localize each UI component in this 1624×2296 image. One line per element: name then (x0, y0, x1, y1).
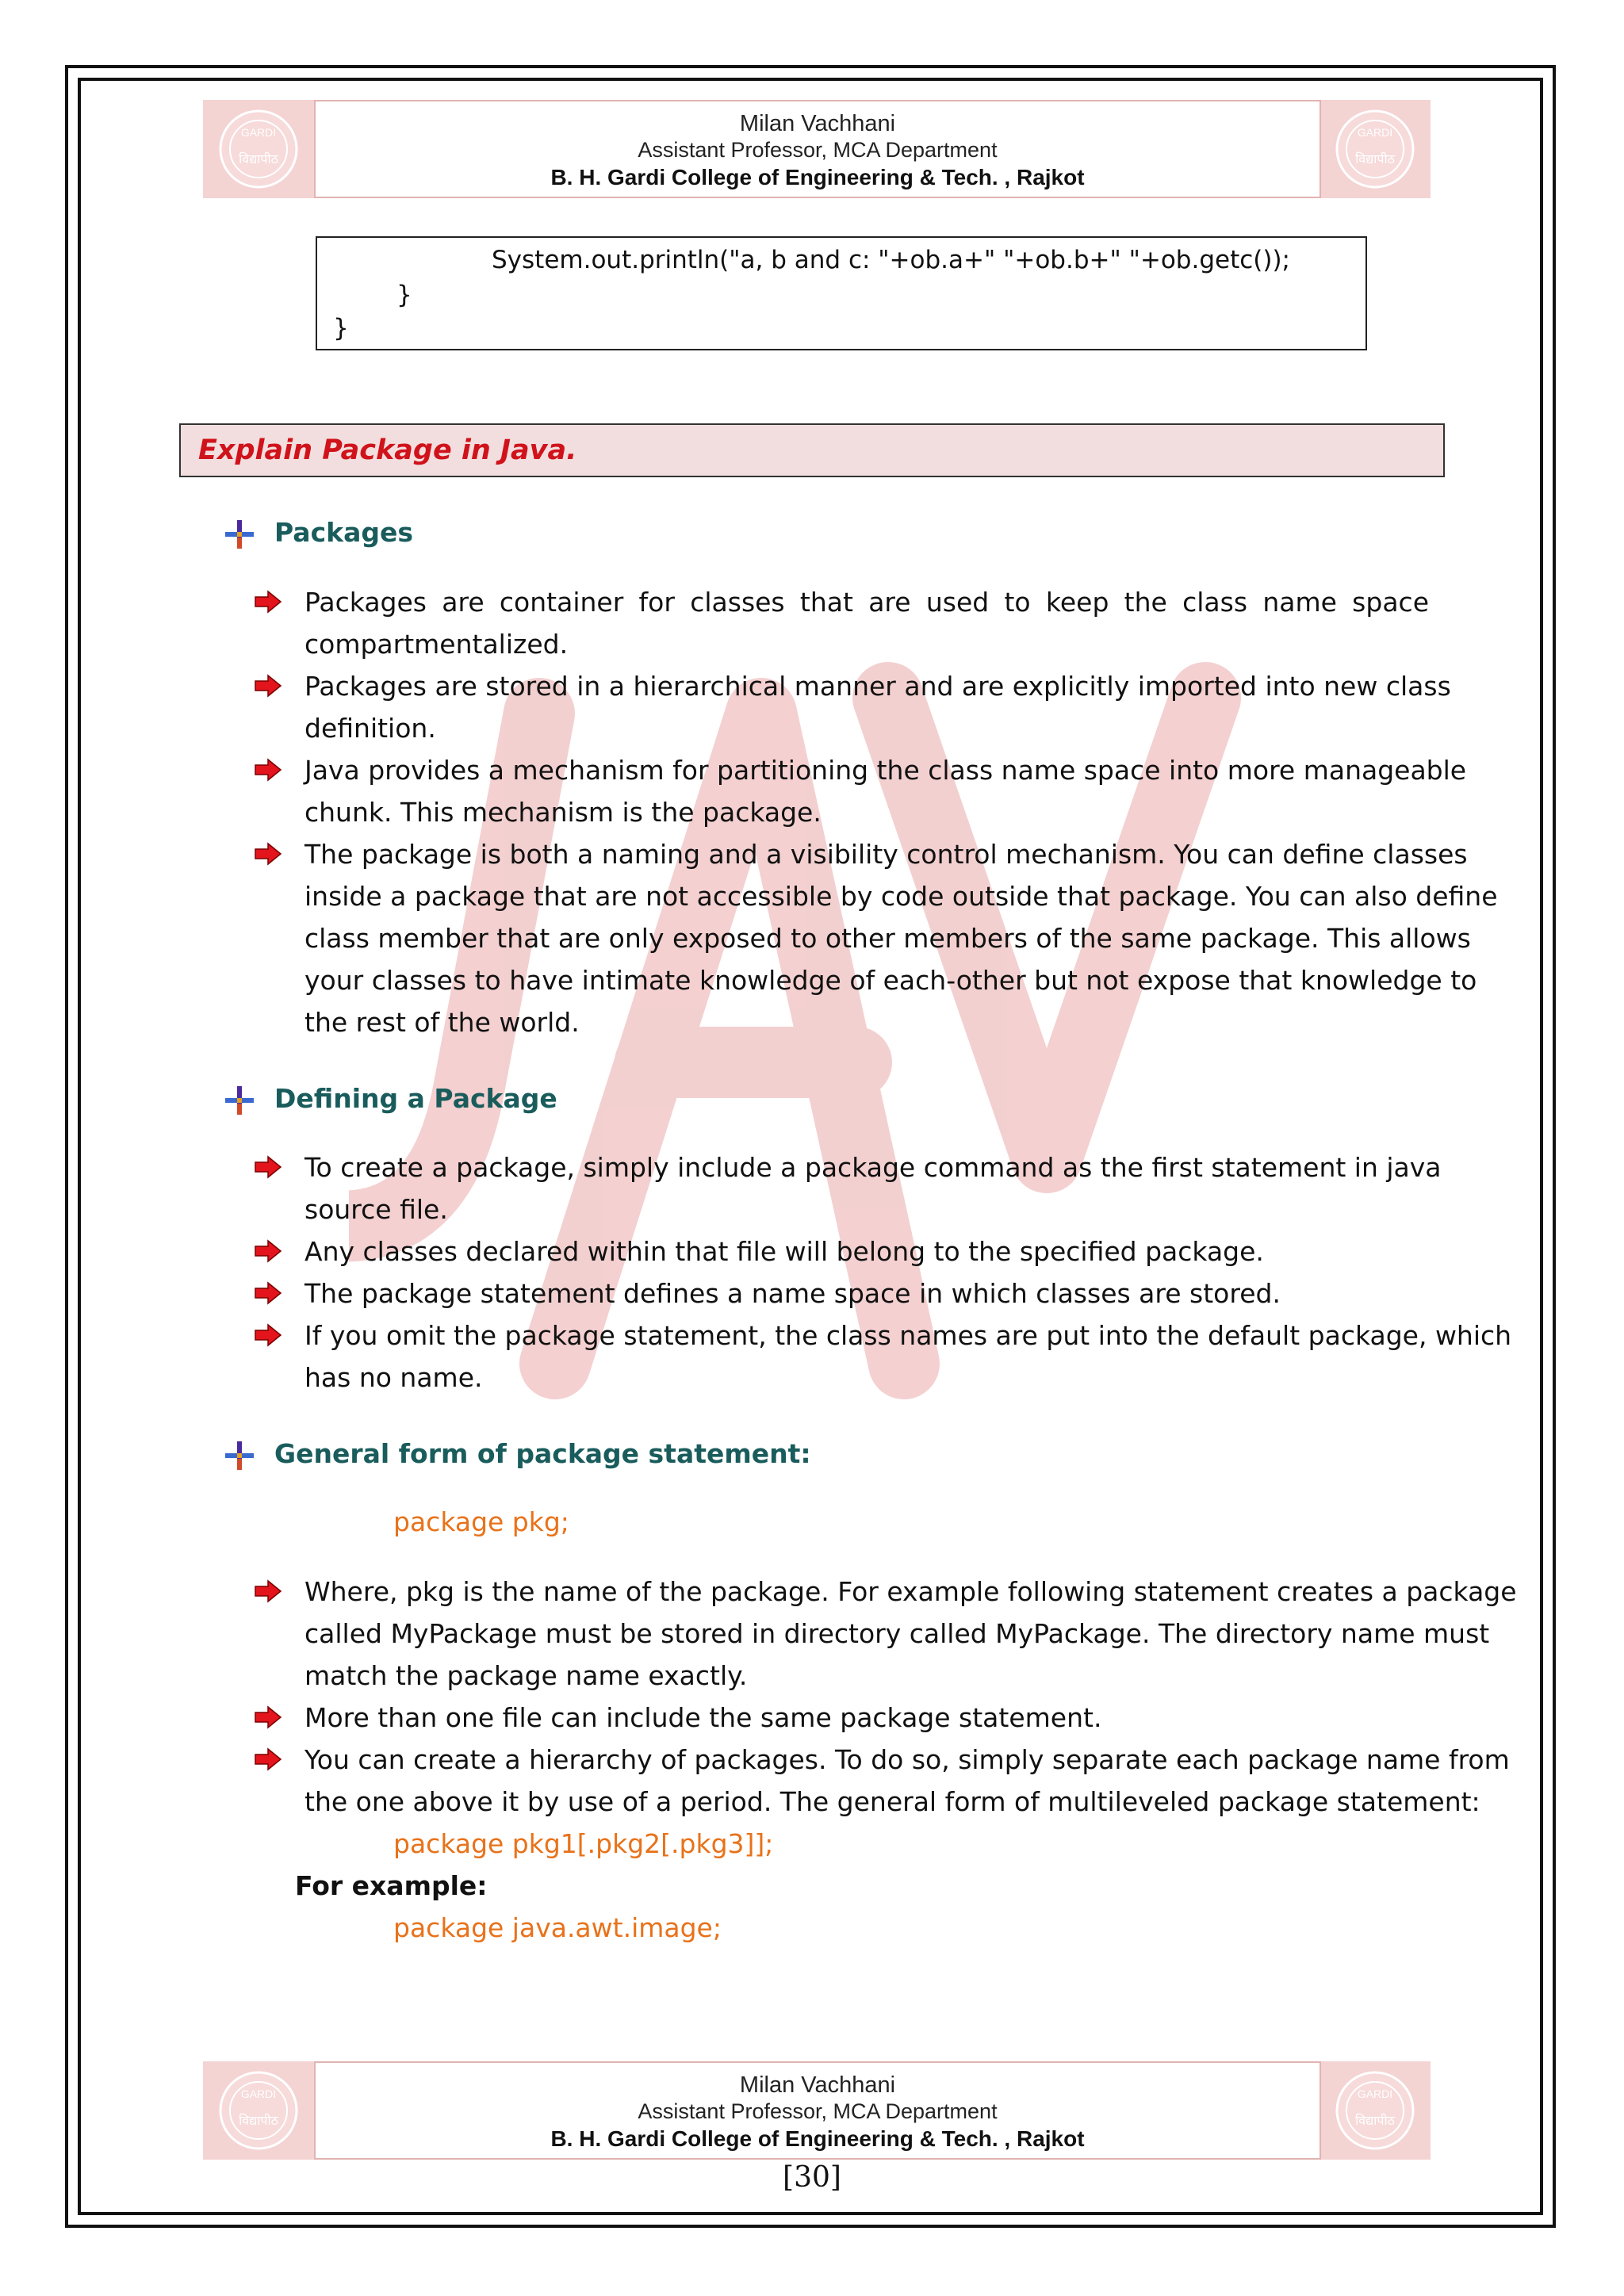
code-line: System.out.println("a, b and c: "+ob.a+" "+ob.b+" "+ob.getc()); (492, 246, 1291, 274)
question-heading-box (179, 423, 1445, 477)
college-name: B. H. Gardi College of Engineering & Tech. , Rajkot (550, 165, 1085, 189)
list-item: source file. (304, 1194, 448, 1225)
svg-text:विद्यापीठ: विद्यापीठ (239, 2113, 278, 2128)
list-item: The package statement defines a name space in which classes are stored. (304, 1278, 1281, 1309)
author-position: Assistant Professor, MCA Department (638, 2099, 998, 2123)
section-title: Packages (274, 517, 413, 548)
arrow-bullet-icon (254, 674, 282, 698)
author-position: Assistant Professor, MCA Department (638, 138, 998, 162)
svg-text:GARDI: GARDI (240, 2087, 277, 2100)
arrow-bullet-icon (254, 1579, 282, 1603)
list-item: your classes to have intimate knowledge of each-other but not expose that knowledge to (304, 965, 1477, 996)
svg-text:विद्यापीठ: विद्यापीठ (1355, 151, 1395, 166)
list-item: the one above it by use of a period. The general form of multileveled package statement: (304, 1786, 1480, 1817)
example-label: For example: (295, 1870, 488, 1901)
page-number: [30] (783, 2161, 841, 2194)
header-banner (203, 100, 1431, 198)
list-item: You can create a hierarchy of packages. To do so, simply separate each package name from (304, 1744, 1510, 1775)
section-title: Defining a Package (274, 1083, 557, 1114)
list-item: match the package name exactly. (304, 1660, 748, 1691)
list-item: definition. (304, 713, 436, 744)
arrow-bullet-icon (254, 1281, 282, 1305)
list-item: the rest of the world. (304, 1007, 580, 1038)
author-name: Milan Vachhani (739, 111, 896, 136)
list-item: More than one file can include the same package statement. (304, 1702, 1102, 1733)
list-item: Packages are stored in a hierarchical manner and are explicitly imported into new class (304, 671, 1451, 702)
arrow-bullet-icon (254, 842, 282, 866)
list-item: The package is both a naming and a visibility control mechanism. You can define classes (304, 839, 1468, 870)
code-line: } (333, 314, 349, 342)
arrow-bullet-icon (254, 1323, 282, 1347)
college-logo-icon (217, 108, 300, 190)
arrow-bullet-icon (254, 1747, 282, 1771)
author-name: Milan Vachhani (739, 2072, 896, 2098)
svg-text:GARDI: GARDI (1357, 126, 1393, 139)
plus-bullet-icon (225, 520, 254, 549)
code-block (316, 236, 1367, 350)
list-item: class member that are only exposed to other members of the same package. This allows (304, 923, 1471, 954)
arrow-bullet-icon (254, 1155, 282, 1179)
list-item: chunk. This mechanism is the package. (304, 797, 822, 828)
college-name: B. H. Gardi College of Engineering & Tech. , Rajkot (550, 2126, 1085, 2151)
list-item: Packages are container for classes that are used to keep the class name space (304, 587, 1429, 618)
svg-text:GARDI: GARDI (1357, 2087, 1393, 2100)
svg-text:विद्यापीठ: विद्यापीठ (1355, 2113, 1395, 2128)
college-logo-icon (1334, 108, 1416, 190)
plus-bullet-icon (225, 1086, 254, 1115)
college-logo-icon (1334, 2069, 1416, 2152)
plus-bullet-icon (225, 1441, 254, 1470)
header-text-box (314, 100, 1321, 198)
arrow-bullet-icon (254, 1705, 282, 1729)
code-line: } (396, 281, 412, 309)
footer-banner (203, 2061, 1431, 2160)
svg-text:विद्यापीठ: विद्यापीठ (239, 151, 278, 166)
section-title: General form of package statement: (274, 1438, 811, 1469)
list-item: Any classes declared within that file will belong to the specified package. (304, 1236, 1264, 1267)
arrow-bullet-icon (254, 758, 282, 782)
arrow-bullet-icon (254, 1239, 282, 1263)
list-item: compartmentalized. (304, 629, 569, 660)
list-item: If you omit the package statement, the class names are put into the default package, which (304, 1320, 1512, 1351)
list-item: To create a package, simply include a package command as the first statement in java (304, 1152, 1442, 1183)
list-item: has no name. (304, 1362, 483, 1393)
college-logo-icon (217, 2069, 300, 2152)
svg-text:GARDI: GARDI (240, 126, 277, 139)
question-title: Explain Package in Java. (198, 434, 577, 466)
list-item: Where, pkg is the name of the package. For example following statement creates a package (304, 1576, 1517, 1607)
arrow-bullet-icon (254, 590, 282, 614)
code-snippet: package pkg; (393, 1506, 569, 1537)
list-item: Java provides a mechanism for partitioning the class name space into more manageable (304, 755, 1467, 786)
code-snippet: package java.awt.image; (393, 1912, 722, 1943)
code-snippet: package pkg1[.pkg2[.pkg3]]; (393, 1828, 774, 1859)
footer-text-box (314, 2061, 1321, 2160)
list-item: inside a package that are not accessible by code outside that package. You can also define (304, 881, 1498, 912)
list-item: called MyPackage must be stored in directory called MyPackage. The directory name must (304, 1618, 1490, 1649)
